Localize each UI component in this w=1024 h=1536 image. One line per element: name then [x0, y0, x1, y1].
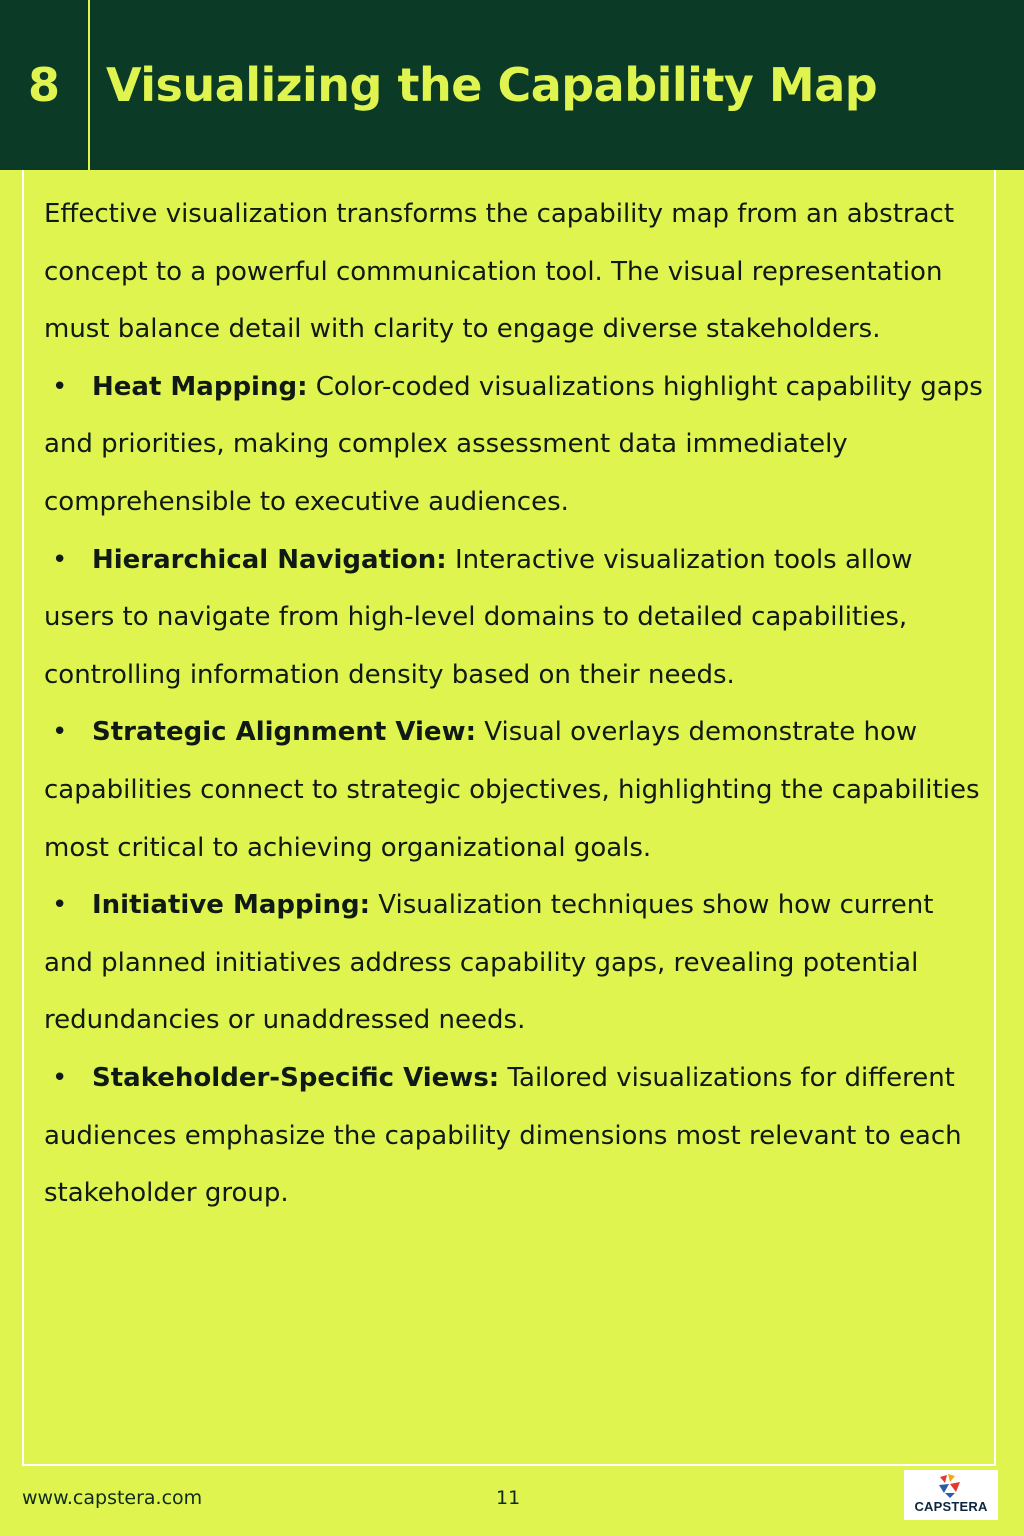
section-number: 8 [28, 58, 61, 112]
bullet-glyph: • [52, 890, 68, 921]
bullet-item-stakeholder-specific-views [44, 1050, 984, 1223]
content-body [44, 186, 984, 1223]
bullet-term: Hierarchical Navigation: [92, 544, 447, 575]
bullet-term: Heat Mapping: [92, 371, 308, 402]
bullet-item-heat-mapping [44, 359, 984, 532]
bullet-term: Strategic Alignment View: [92, 717, 476, 748]
page-number: 11 [496, 1487, 521, 1509]
bullet-item-hierarchical-navigation [44, 532, 984, 705]
footer-website-link[interactable]: www.capstera.com [22, 1487, 203, 1509]
bullet-glyph: • [52, 371, 68, 402]
bullet-term: Initiative Mapping: [92, 890, 371, 921]
bullet-item-strategic-alignment-view [44, 704, 984, 877]
bullet-text: Tailored visualizations for different audiences emphasize the capability dimensions most relevant to each stakeholder group. [44, 1062, 962, 1209]
logo-mark-icon [936, 1473, 966, 1499]
bullet-glyph: • [52, 1062, 68, 1093]
bullet-term: Stakeholder-Specific Views: [92, 1062, 500, 1093]
bullet-text: Interactive visualization tools allow users to navigate from high-level domains to detailed capabilities, controlling information density based on their needs. [44, 544, 913, 690]
bullet-text: Color-coded visualizations highlight capability gaps and priorities, making complex assessment data immediately comprehensible to executive audiences. [44, 371, 983, 517]
bullet-text: Visualization techniques show how current and planned initiatives address capability gaps, revealing potential redundancies or unaddressed needs. [44, 890, 934, 1036]
bullet-text: Visual overlays demonstrate how capabilities connect to strategic objectives, highlighting the capabilities most critical to achieving organizational goals. [44, 717, 980, 863]
capstera-logo [904, 1470, 998, 1520]
intro-paragraph: Effective visualization transforms the capability map from an abstract concept to a powerful communication tool. The visual representation must balance detail with clarity to engage diverse stakeholders. [44, 199, 955, 345]
bullet-item-initiative-mapping [44, 877, 984, 1050]
header-divider [88, 0, 90, 170]
bullet-glyph: • [52, 717, 68, 748]
bullet-glyph: • [52, 544, 68, 575]
page-title: Visualizing the Capability Map [106, 58, 878, 112]
page-header [0, 0, 1024, 170]
logo-text: CAPSTERA [914, 1499, 988, 1514]
